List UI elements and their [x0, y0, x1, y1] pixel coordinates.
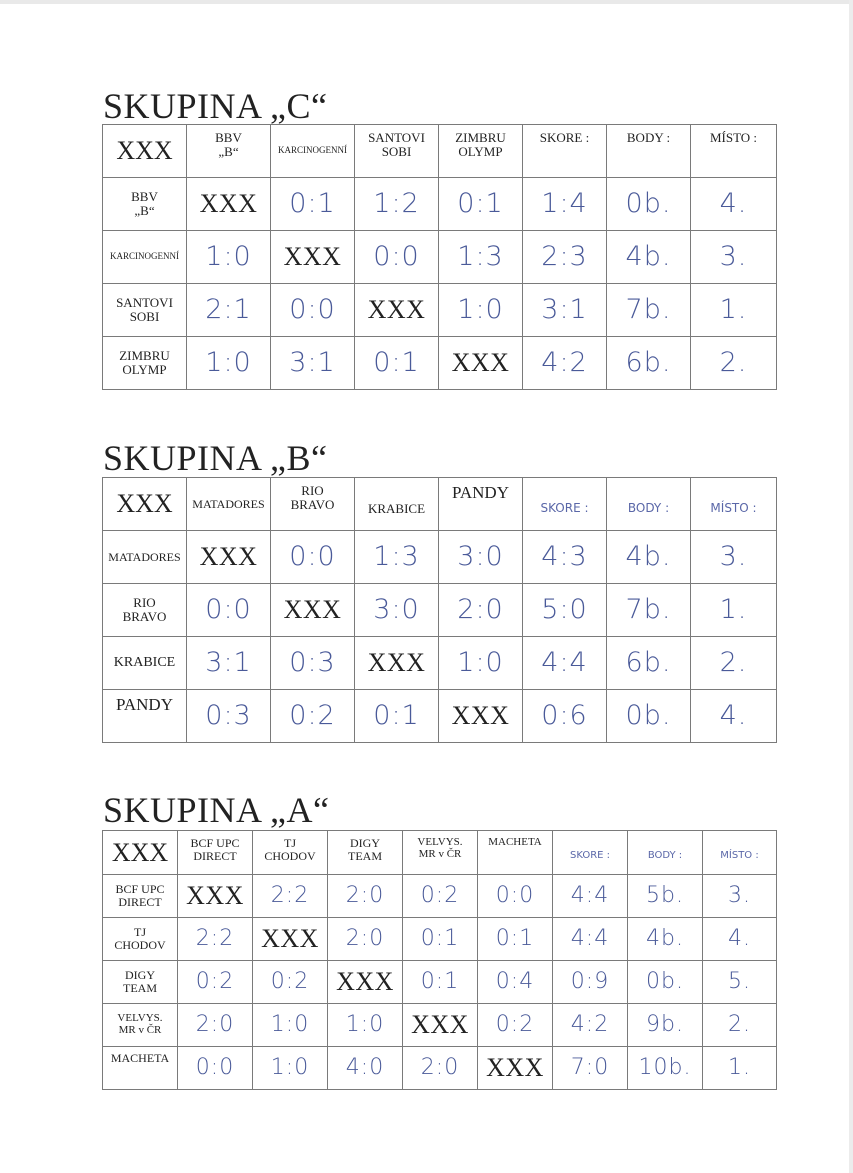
- result-cell: 0:0: [271, 284, 355, 337]
- points-cell: 10b.: [628, 1047, 703, 1090]
- score-cell: 4:2: [553, 1004, 628, 1047]
- row-label-digy-team: DIGY TEAM: [103, 961, 178, 1004]
- result-cell: 0:2: [178, 961, 253, 1004]
- table-row: [103, 178, 777, 231]
- group-c-title: SKUPINA „C“: [103, 86, 328, 126]
- result-cell: 2:0: [403, 1047, 478, 1090]
- table-row: [103, 584, 777, 637]
- corner-cell: XXX: [103, 125, 187, 178]
- result-cell: 3:1: [271, 337, 355, 390]
- result-cell: 1:2: [355, 178, 439, 231]
- points-cell: 0b.: [607, 690, 691, 743]
- table-row: [103, 1004, 777, 1047]
- group-a-title: SKUPINA „A“: [103, 790, 330, 830]
- col-header-digy-team: DIGY TEAM: [328, 831, 403, 875]
- result-cell: 1:0: [439, 284, 523, 337]
- result-cell: 0:2: [271, 690, 355, 743]
- place-cell: 4.: [691, 178, 777, 231]
- place-cell: 2.: [703, 1004, 777, 1047]
- place-cell: 3.: [691, 531, 777, 584]
- result-cell: 0:2: [478, 1004, 553, 1047]
- place-cell: 1.: [703, 1047, 777, 1090]
- col-header-misto: MÍSTO :: [703, 831, 777, 875]
- result-cell: 0:0: [178, 1047, 253, 1090]
- col-header-velvys-mr: VELVYS. MR v ČR: [403, 831, 478, 875]
- result-cell: 2:0: [328, 875, 403, 918]
- result-cell: 0:0: [478, 875, 553, 918]
- points-cell: 7b.: [607, 284, 691, 337]
- table-row: [103, 337, 777, 390]
- points-cell: 5b.: [628, 875, 703, 918]
- col-header-skore: SKORE :: [523, 478, 607, 531]
- score-cell: 4:4: [523, 637, 607, 690]
- result-cell: 1:0: [439, 637, 523, 690]
- result-cell: XXX: [328, 961, 403, 1004]
- table-row: [103, 875, 777, 918]
- row-label-matadores: MATADORES: [103, 531, 187, 584]
- score-cell: 5:0: [523, 584, 607, 637]
- result-cell: 0:4: [478, 961, 553, 1004]
- result-cell: 0:3: [187, 690, 271, 743]
- table-row: [103, 637, 777, 690]
- result-cell: 0:1: [271, 178, 355, 231]
- table-row: [103, 284, 777, 337]
- row-label-bbv-b: BBV „B“: [103, 178, 187, 231]
- col-header-zimbru-olymp: ZIMBRU OLYMP: [439, 125, 523, 178]
- points-cell: 7b.: [607, 584, 691, 637]
- col-header-misto: MÍSTO :: [691, 125, 777, 178]
- table-row: [103, 690, 777, 743]
- corner-cell: XXX: [103, 478, 187, 531]
- place-cell: 1.: [691, 584, 777, 637]
- result-cell: XXX: [439, 337, 523, 390]
- result-cell: 0:2: [403, 875, 478, 918]
- result-cell: XXX: [271, 231, 355, 284]
- place-cell: 3.: [703, 875, 777, 918]
- result-cell: 0:0: [187, 584, 271, 637]
- result-cell: 1:0: [253, 1004, 328, 1047]
- result-cell: 1:0: [187, 231, 271, 284]
- row-label-velvys-mr: VELVYS. MR v ČR: [103, 1004, 178, 1047]
- result-cell: 0:1: [439, 178, 523, 231]
- points-cell: 6b.: [607, 337, 691, 390]
- result-cell: 1:0: [187, 337, 271, 390]
- result-cell: 2:0: [328, 918, 403, 961]
- col-header-pandy: PANDY: [439, 478, 523, 531]
- score-cell: 4:3: [523, 531, 607, 584]
- result-cell: XXX: [271, 584, 355, 637]
- result-cell: 1:0: [328, 1004, 403, 1047]
- table-row: [103, 1047, 777, 1090]
- result-cell: 1:3: [355, 531, 439, 584]
- row-label-krabice: KRABICE: [103, 637, 187, 690]
- col-header-body: BODY :: [607, 478, 691, 531]
- row-label-karcinogenni: KARCINOGENNÍ: [103, 231, 187, 284]
- row-label-santovi-sobi: SANTOVI SOBI: [103, 284, 187, 337]
- score-cell: 4:4: [553, 918, 628, 961]
- row-label-pandy: PANDY: [103, 690, 187, 743]
- result-cell: XXX: [355, 637, 439, 690]
- result-cell: 0:0: [271, 531, 355, 584]
- result-cell: 0:1: [478, 918, 553, 961]
- row-label-bcf-upc-direct: BCF UPC DIRECT: [103, 875, 178, 918]
- score-cell: 1:4: [523, 178, 607, 231]
- result-cell: 0:1: [355, 690, 439, 743]
- score-cell: 2:3: [523, 231, 607, 284]
- row-label-zimbru-olymp: ZIMBRU OLYMP: [103, 337, 187, 390]
- table-row: [103, 531, 777, 584]
- col-header-skore: SKORE :: [523, 125, 607, 178]
- result-cell: 1:0: [253, 1047, 328, 1090]
- place-cell: 3.: [691, 231, 777, 284]
- score-cell: 4:4: [553, 875, 628, 918]
- result-cell: XXX: [187, 531, 271, 584]
- result-cell: XXX: [478, 1047, 553, 1090]
- col-header-body: BODY :: [607, 125, 691, 178]
- group-c-table: [102, 124, 777, 390]
- score-cell: 0:9: [553, 961, 628, 1004]
- points-cell: 4b.: [628, 918, 703, 961]
- result-cell: 2:1: [187, 284, 271, 337]
- place-cell: 2.: [691, 337, 777, 390]
- score-cell: 0:6: [523, 690, 607, 743]
- score-cell: 7:0: [553, 1047, 628, 1090]
- result-cell: XXX: [439, 690, 523, 743]
- col-header-misto: MÍSTO :: [691, 478, 777, 531]
- place-cell: 4.: [691, 690, 777, 743]
- result-cell: 2:0: [439, 584, 523, 637]
- result-cell: XXX: [187, 178, 271, 231]
- result-cell: 0:0: [355, 231, 439, 284]
- points-cell: 4b.: [607, 531, 691, 584]
- row-label-macheta: MACHETA: [103, 1047, 178, 1090]
- points-cell: 0b.: [628, 961, 703, 1004]
- table-row: [103, 961, 777, 1004]
- row-label-rio-bravo: RIO BRAVO: [103, 584, 187, 637]
- place-cell: 5.: [703, 961, 777, 1004]
- result-cell: XXX: [178, 875, 253, 918]
- col-header-rio-bravo: RIO BRAVO: [271, 478, 355, 531]
- col-header-bbv-b: BBV „B“: [187, 125, 271, 178]
- points-cell: 4b.: [607, 231, 691, 284]
- place-cell: 4.: [703, 918, 777, 961]
- result-cell: 0:2: [253, 961, 328, 1004]
- col-header-bcf-upc-direct: BCF UPC DIRECT: [178, 831, 253, 875]
- result-cell: 4:0: [328, 1047, 403, 1090]
- score-cell: 3:1: [523, 284, 607, 337]
- result-cell: 3:1: [187, 637, 271, 690]
- points-cell: 0b.: [607, 178, 691, 231]
- col-header-macheta: MACHETA: [478, 831, 553, 875]
- page-edge-top: [0, 0, 853, 4]
- result-cell: 2:0: [178, 1004, 253, 1047]
- place-cell: 2.: [691, 637, 777, 690]
- result-cell: 2:2: [253, 875, 328, 918]
- result-cell: XXX: [253, 918, 328, 961]
- result-cell: 0:1: [403, 918, 478, 961]
- col-header-skore: SKORE :: [553, 831, 628, 875]
- result-cell: 0:1: [355, 337, 439, 390]
- result-cell: 1:3: [439, 231, 523, 284]
- group-a-table: [102, 830, 777, 1090]
- corner-cell: XXX: [103, 831, 178, 875]
- table-row: [103, 231, 777, 284]
- score-cell: 4:2: [523, 337, 607, 390]
- points-cell: 9b.: [628, 1004, 703, 1047]
- table-row: [103, 918, 777, 961]
- group-b-table: [102, 477, 777, 743]
- col-header-karcinogenni: KARCINOGENNÍ: [271, 125, 355, 178]
- row-label-tj-chodov: TJ CHODOV: [103, 918, 178, 961]
- col-header-santovi-sobi: SANTOVI SOBI: [355, 125, 439, 178]
- col-header-body: BODY :: [628, 831, 703, 875]
- result-cell: 0:1: [403, 961, 478, 1004]
- result-cell: 3:0: [355, 584, 439, 637]
- col-header-matadores: MATADORES: [187, 478, 271, 531]
- col-header-tj-chodov: TJ CHODOV: [253, 831, 328, 875]
- result-cell: 3:0: [439, 531, 523, 584]
- points-cell: 6b.: [607, 637, 691, 690]
- result-cell: XXX: [403, 1004, 478, 1047]
- result-cell: XXX: [355, 284, 439, 337]
- result-cell: 0:3: [271, 637, 355, 690]
- result-cell: 2:2: [178, 918, 253, 961]
- col-header-krabice: KRABICE: [355, 478, 439, 531]
- page-edge-right: [849, 0, 853, 1173]
- place-cell: 1.: [691, 284, 777, 337]
- group-b-title: SKUPINA „B“: [103, 438, 328, 478]
